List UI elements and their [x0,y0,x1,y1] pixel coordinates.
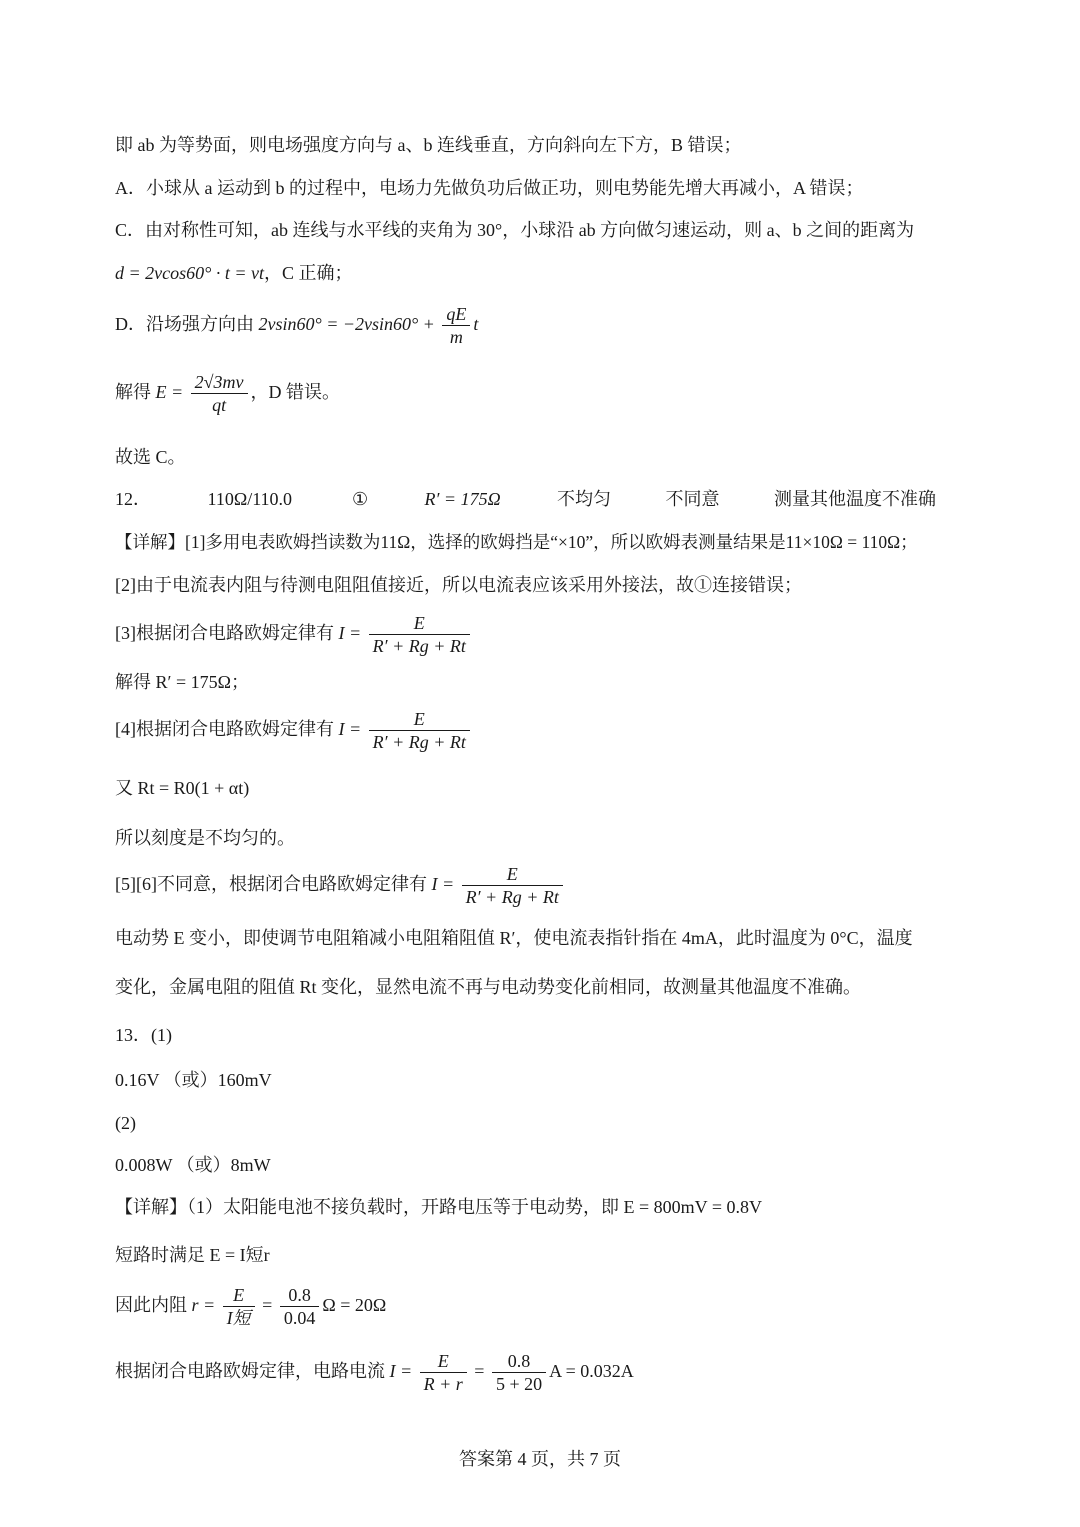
page-footer: 答案第 4 页，共 7 页 [459,1449,621,1469]
equals: = [262,1295,273,1315]
text: 根据闭合电路欧姆定律，电路电流 [115,1361,385,1381]
denominator: qt [212,395,227,416]
fraction [369,708,470,753]
formula: t [473,314,479,334]
numerator: 2√3mv [191,371,248,394]
text-line: 0.16V （或）160mV [115,1070,272,1090]
formula-line [115,1346,634,1396]
denominator: 0.04 [283,1308,316,1329]
text: [3]根据闭合电路欧姆定律有 [115,623,334,643]
denominator: R′ + Rg + Rt [372,636,466,657]
fraction [462,863,563,908]
text-line: C．由对称性可知，ab 连线与水平线的夹角为 30°，小球沿 ab 方向做匀速运动，则 a、b 之间的距离为 [115,220,915,240]
fraction [280,1284,320,1329]
text: D．沿场强方向由 [115,314,254,334]
question-number: 12． [115,489,151,509]
text-line: (2) [115,1113,136,1133]
formula: E = [155,382,184,402]
numerator: E [462,863,563,886]
numerator: E [223,1284,255,1307]
answer: 测量其他温度不准确 [774,489,936,509]
numerator: 0.8 [492,1350,546,1373]
formula-line [115,1280,386,1330]
numerator: E [369,708,470,731]
text-line: A．小球从 a 运动到 b 的过程中，电场力先做负功后做正功，则电势能先增大再减小，A 错误； [115,178,864,198]
answer: ① [352,489,369,509]
formula: d = 2vcos60° · t = vt [115,263,264,283]
answer-row-12 [115,486,936,512]
formula: r = [191,1295,216,1315]
formula: 2vsin60° = −2vsin60° + [258,314,435,334]
text-line: 【详解】[1]多用电表欧姆挡读数为11Ω，选择的欧姆挡是“×10”，所以欧姆表测量结果是11×10Ω = 110Ω； [115,532,918,552]
formula-line [115,609,473,657]
text: A = 0.032A [549,1361,634,1381]
fraction [420,1350,467,1395]
formula-line [115,300,478,348]
text-line: 短路时满足 E = I短r [115,1245,270,1265]
text-line: 13．(1) [115,1025,172,1045]
text: [4]根据闭合电路欧姆定律有 [115,719,334,739]
fraction [369,612,470,657]
text: Ω = 20Ω [322,1295,387,1315]
formula: I = [431,874,455,894]
numerator: 0.8 [280,1284,320,1307]
fraction [492,1350,546,1395]
answer: 不均匀 [557,489,611,509]
text: [5][6]不同意，根据闭合电路欧姆定律有 [115,874,427,894]
text-line: 又 Rt = R0(1 + αt) [115,778,250,798]
denominator: 5 + 20 [495,1374,543,1395]
denominator: I短 [226,1308,251,1329]
text-line: 即 ab 为等势面，则电场强度方向与 a、b 连线垂直，方向斜向左下方，B 错误； [115,135,742,155]
text: ，C 正确； [263,263,353,283]
denominator: R′ + Rg + Rt [465,887,559,908]
answer: 110Ω/110.0 [207,489,293,509]
numerator: qE [442,303,470,326]
text: 因此内阻 [115,1295,187,1315]
fraction [442,303,470,348]
answer: 不同意 [665,489,720,509]
formula: I = [338,719,362,739]
text: 解得 [115,382,151,402]
text-line: 【详解】（1）太阳能电池不接负载时，开路电压等于电动势，即 E = 800mV = 0.8V [115,1197,762,1217]
text-line: 变化，金属电阻的阻值 Rt 变化，显然电流不再与电动势变化前相同，故测量其他温度不准确。 [115,977,862,997]
formula: I = [389,1361,413,1381]
text: ，D 错误。 [250,382,341,402]
formula-line [115,260,352,286]
denominator: R′ + Rg + Rt [372,732,466,753]
text-line: 故选 C。 [115,447,186,467]
numerator: E [420,1350,467,1373]
numerator: E [369,612,470,635]
fraction [191,371,248,416]
equals: = [474,1361,485,1381]
formula-line [115,860,566,908]
text-line: 电动势 E 变小，即使调节电阻箱减小电阻箱阻值 R′，使电流表指针指在 4mA，此时温度为 0°C，温度 [115,928,913,948]
formula-line [115,705,473,753]
answer: R′ = 175Ω [424,489,501,509]
denominator: m [449,327,463,348]
text-line: [2]由于电流表内阻与待测电阻阻值接近，所以电流表应该采用外接法，故①连接错误； [115,575,802,595]
text-line: 所以刻度是不均匀的。 [115,828,295,848]
text-line: 解得 R′ = 175Ω； [115,672,249,692]
text-line: 0.008W （或）8mW [115,1155,271,1175]
formula-line [115,368,340,416]
formula: I = [338,623,362,643]
fraction [223,1284,255,1329]
denominator: R + r [423,1374,463,1395]
